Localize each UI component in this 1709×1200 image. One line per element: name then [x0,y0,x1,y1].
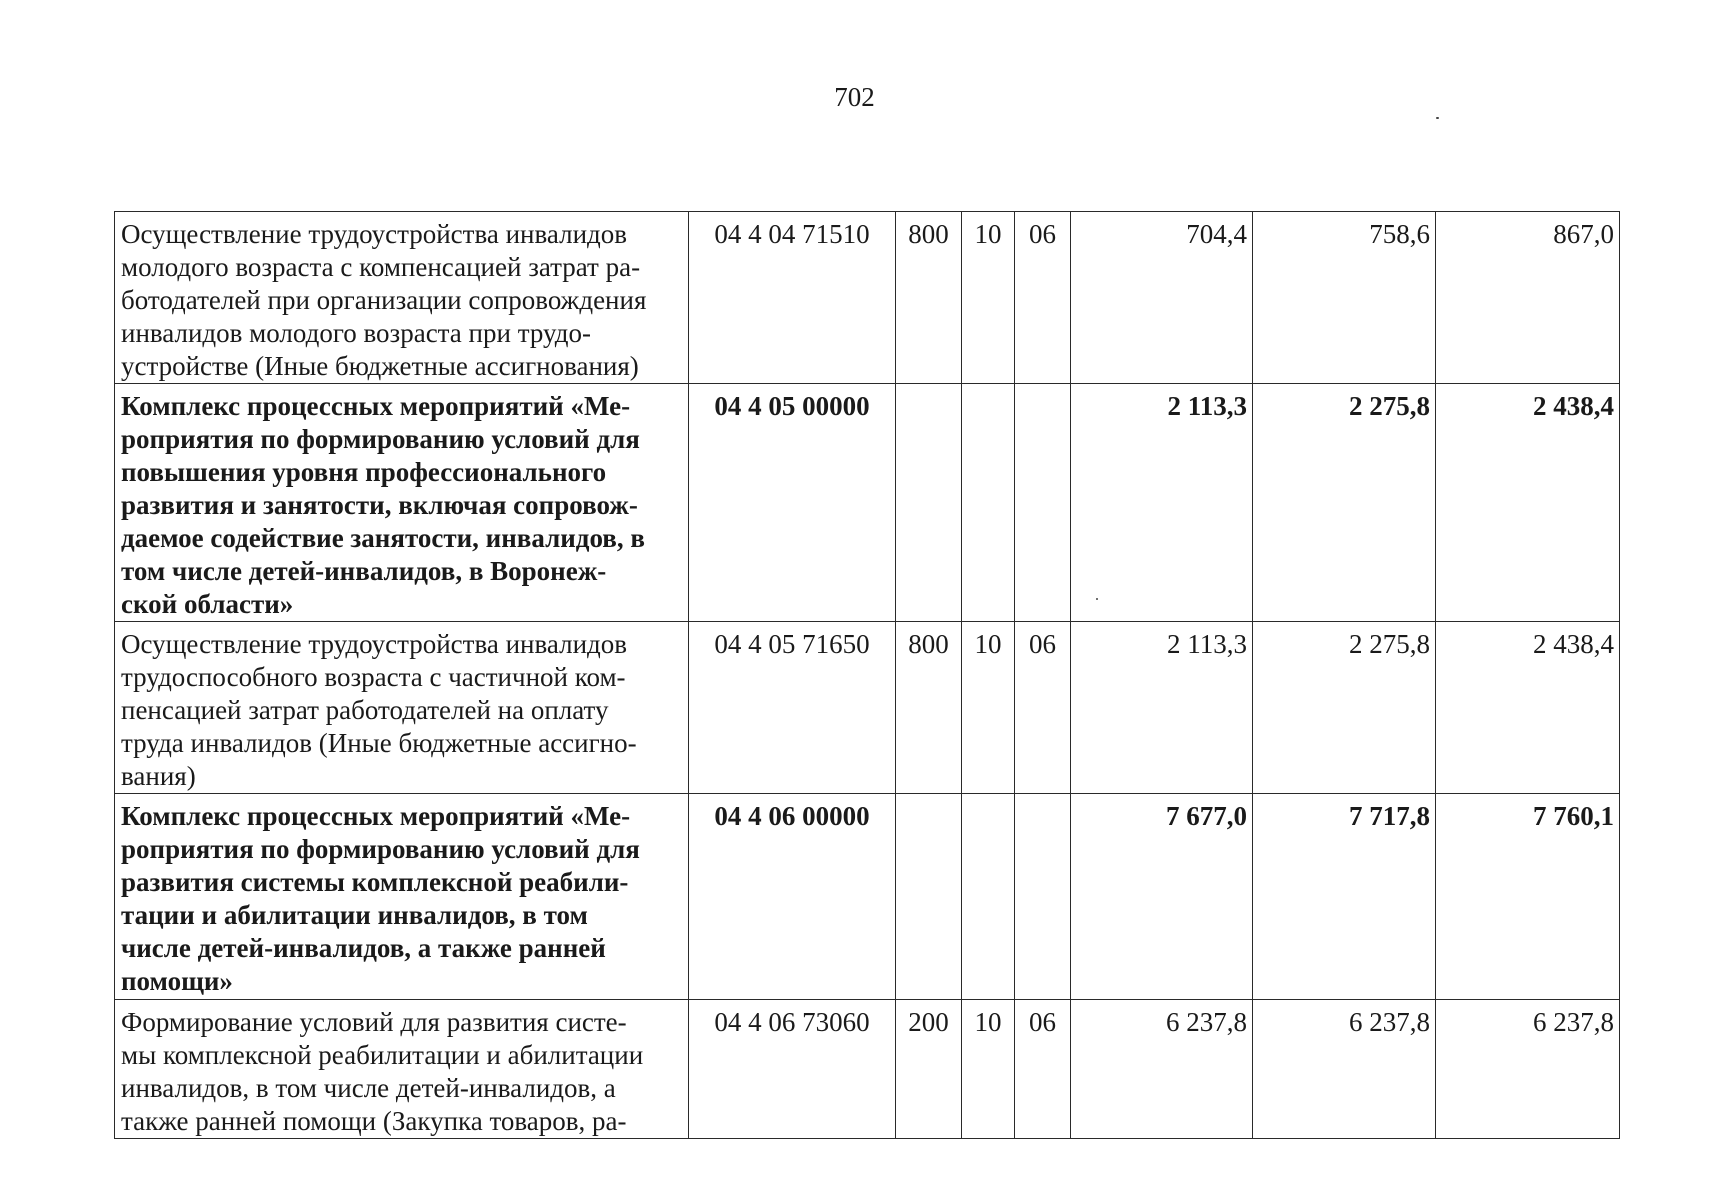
subsection-code [1015,794,1071,1000]
description-line: ской области» [121,589,294,619]
amount-year-3: 2 438,4 [1436,622,1620,794]
amount-year-2: 758,6 [1253,212,1436,384]
target-article-code: 04 4 06 00000 [689,794,896,1000]
section-code: 10 [962,212,1015,384]
amount-year-1: 6 237,8 [1071,1000,1253,1139]
amount-year-1: 7 677,0 [1071,794,1253,1000]
table-row [115,384,1620,622]
expense-type-code: 200 [896,1000,962,1139]
description-line: инвалидов молодого возраста при трудо- [121,318,591,348]
row-description [115,794,689,1000]
description-line: роприятия по формированию условий для [121,834,640,864]
table-row [115,1000,1620,1139]
subsection-code: 06 [1015,212,1071,384]
table-row [115,212,1620,384]
table-row [115,794,1620,1000]
amount-year-3: 6 237,8 [1436,1000,1620,1139]
target-article-code: 04 4 05 00000 [689,384,896,622]
description-line: Комплекс процессных мероприятий «Ме- [121,391,631,421]
description-line: молодого возраста с компенсацией затрат ра- [121,252,641,282]
description-line: том числе детей-инвалидов, в Воронеж- [121,556,607,586]
description-line: роприятия по формированию условий для [121,424,640,454]
row-description [115,622,689,794]
description-line: развития и занятости, включая сопровож- [121,490,638,520]
row-description [115,384,689,622]
description-line: ботодателей при организации сопровождения [121,285,647,315]
row-description [115,1000,689,1139]
subsection-code [1015,384,1071,622]
description-line: числе детей-инвалидов, а также ранней [121,933,606,963]
subsection-code: 06 [1015,622,1071,794]
expense-type-code: 800 [896,622,962,794]
target-article-code: 04 4 04 71510 [689,212,896,384]
description-line: Формирование условий для развития систе- [121,1007,627,1037]
description-line: устройстве (Иные бюджетные ассигнования) [121,351,639,381]
section-code [962,794,1015,1000]
description-line: также ранней помощи (Закупка товаров, ра- [121,1106,627,1136]
amount-year-1: 2 113,3 [1071,622,1253,794]
amount-year-1: 2 113,3 [1071,384,1253,622]
description-line: труда инвалидов (Иные бюджетные ассигно- [121,728,637,758]
target-article-code: 04 4 06 73060 [689,1000,896,1139]
description-line: мы комплексной реабилитации и абилитации [121,1040,644,1070]
table-row [115,622,1620,794]
section-code: 10 [962,622,1015,794]
target-article-code: 04 4 05 71650 [689,622,896,794]
amount-year-3: 2 438,4 [1436,384,1620,622]
amount-year-1: 704,4 [1071,212,1253,384]
subsection-code: 06 [1015,1000,1071,1139]
expense-type-code [896,794,962,1000]
amount-year-2: 6 237,8 [1253,1000,1436,1139]
amount-year-3: 7 760,1 [1436,794,1620,1000]
description-line: Осуществление трудоустройства инвалидов [121,629,628,659]
section-code: 10 [962,1000,1015,1139]
description-line: развития системы комплексной реабили- [121,867,629,897]
page-number: 702 [834,82,875,112]
description-line: повышения уровня профессионального [121,457,607,487]
description-line: помощи» [121,966,233,996]
row-description [115,212,689,384]
expense-type-code [896,384,962,622]
description-line: Комплекс процессных мероприятий «Ме- [121,801,631,831]
expense-type-code: 800 [896,212,962,384]
description-line: Осуществление трудоустройства инвалидов [121,219,628,249]
description-line: трудоспособного возраста с частичной ком- [121,662,626,692]
amount-year-3: 867,0 [1436,212,1620,384]
description-line: даемое содействие занятости, инвалидов, в [121,523,645,553]
budget-allocation-table [114,211,1620,1139]
amount-year-2: 2 275,8 [1253,384,1436,622]
amount-year-2: 2 275,8 [1253,622,1436,794]
section-code [962,384,1015,622]
description-line: инвалидов, в том числе детей-инвалидов, а [121,1073,616,1103]
description-line: пенсацией затрат работодателей на оплату [121,695,609,725]
description-line: вания) [121,761,196,791]
scan-speck [1436,117,1439,119]
description-line: тации и абилитации инвалидов, в том [121,900,588,930]
amount-year-2: 7 717,8 [1253,794,1436,1000]
